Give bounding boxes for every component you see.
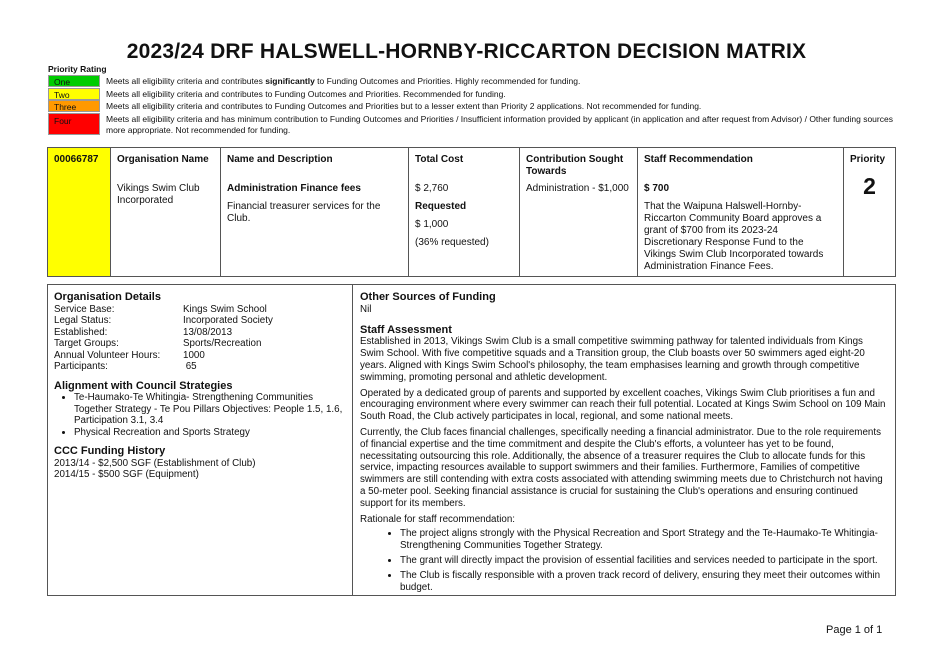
other-funding-text: Nil	[360, 303, 372, 315]
name-description-header: Name and Description	[227, 154, 333, 165]
other-funding-heading: Other Sources of Funding	[360, 291, 496, 303]
requested-amount: $ 1,000	[415, 219, 449, 230]
requested-percent: (36% requested)	[415, 237, 489, 248]
rationale-list	[360, 528, 889, 593]
priority-swatch-two: Two	[48, 88, 100, 100]
priority-rating-heading: Priority Rating	[48, 64, 107, 74]
contribution-header: Contribution Sought Towards	[526, 154, 624, 177]
detail-row: Established: 13/08/2013	[54, 326, 233, 338]
funding-history-item: 2013/14 - $2,500 SGF (Establishment of Club)	[54, 457, 256, 469]
alignment-item: • Te-Haumako-Te Whitingia- Strengthening Communities Together Strategy - Te Pou Pillars Objectives: People 1.5, 1.6, Participation 3.1, 3.4	[74, 392, 346, 427]
alignment-item: • Physical Recreation and Sports Strategy	[74, 427, 346, 439]
assessment-paragraph: Established in 2013, Vikings Swim Club is a small competitive swimming pathway for talented individuals from Kings Swim School. With five competitive squads and a Transition group, the Club boasts over 50 swimmers aged eight-20 years. Aligned with Kings Swim School's philosophy, the team emphasises learning and growth through competitive swimming, promoting personal and athletic development.	[360, 336, 865, 383]
recommendation-text: That the Waipuna Halswell-Hornby-Riccarton Community Board approves a grant of $700 from its 2023-24 Discretionary Response Fund to the Vikings Swim Club Incorporated towards Administration Finance Fees.	[644, 201, 824, 272]
priority-value: 2	[863, 173, 876, 199]
detail-row: Service Base: Kings Swim School	[54, 303, 267, 315]
detail-row: Target Groups: Sports/Recreation	[54, 338, 262, 349]
priority-swatch-three: Three	[48, 100, 100, 112]
priority-description-three: Meets all eligibility criteria and contributes to Funding Outcomes and Priorities but to a lesser extent than Priority 2 applications. Not recommended for funding.	[106, 101, 702, 111]
funding-history-heading: CCC Funding History	[54, 445, 166, 457]
contribution-column	[520, 148, 638, 276]
detail-row: Legal Status: Incorporated Society	[54, 315, 273, 326]
application-id: 00066787	[54, 154, 99, 165]
project-name: Administration Finance fees	[227, 183, 361, 194]
priority-description-two: Meets all eligibility criteria and contributes to Funding Outcomes and Priorities. Recommended for funding.	[106, 89, 506, 99]
total-cost-value: $ 2,760	[415, 183, 449, 194]
organisation-details-heading: Organisation Details	[54, 291, 161, 303]
organisation-column	[111, 148, 221, 276]
organisation-header: Organisation Name	[117, 154, 209, 165]
page-number: Page 1 of 1	[826, 624, 883, 636]
priority-description-one: Meets all eligibility criteria and contributes significantly to Funding Outcomes and Priorities. Highly recommended for funding.	[106, 76, 581, 86]
priority-description-four: Meets all eligibility criteria and has minimum contribution to Funding Outcomes and Priorities / Insufficient information provided by applicant (in application and after request from Advisor) / Other funding sources more appropriate. Not recommended for funding.	[106, 114, 893, 135]
contribution-value: Administration - $1,000	[526, 183, 629, 194]
assessment-paragraph: Currently, the Club faces financial challenges, specifically needing a financial administrator. Due to the role requirements of financial expertise and the time commitment and despite the Club's efforts, a volunteer has yet to be found, necessitating outsourcing this role. Additionally, the absence of a treasurer requires the Club to allocate funds for this service, impacting resources available to support swimmers and their families. Furthermore, Families of competitive swimmers are still contending with extra costs associated with attending swimming meets due to Christchurch not having a 50-meter pool. Seeking financial assistance is crucial for sustaining the Club's operations and ensuring continued support for its members.	[360, 426, 883, 509]
rationale-item: • The grant will directly impact the provision of essential facilities and services needed to participate in the sport.	[400, 555, 889, 567]
priority-swatch-one: One	[48, 75, 100, 87]
priority-swatch-four: Four	[48, 113, 100, 135]
application-id-cell	[48, 148, 111, 276]
page-title: 2023/24 DRF HALSWELL-HORNBY-RICCARTON DECISION MATRIX	[126, 40, 807, 63]
detail-row: Annual Volunteer Hours: 1000	[54, 349, 205, 361]
alignment-list	[54, 392, 346, 438]
detail-row: Participants: 65	[54, 361, 197, 372]
decision-matrix-table	[47, 147, 896, 277]
organisation-name: Vikings Swim Club Incorporated	[117, 183, 200, 206]
recommendation-amount: $ 700	[644, 183, 670, 194]
project-description: Financial treasurer services for the Club.	[227, 201, 381, 224]
staff-recommendation-header: Staff Recommendation	[644, 154, 753, 165]
rationale-label: Rationale for staff recommendation:	[360, 513, 516, 525]
priority-column	[844, 148, 895, 276]
priority-header: Priority	[850, 154, 886, 165]
details-panel	[47, 284, 896, 596]
staff-assessment-heading: Staff Assessment	[360, 323, 452, 336]
total-cost-header: Total Cost	[415, 154, 464, 165]
assessment-pane	[354, 285, 895, 595]
alignment-heading: Alignment with Council Strategies	[54, 379, 233, 392]
rationale-item: • The Club is fiscally responsible with a proven track record of delivery, ensuring they meet their outcomes within budget.	[400, 570, 889, 594]
organisation-details-pane	[48, 285, 353, 595]
requested-label: Requested	[415, 201, 467, 212]
staff-recommendation-column	[638, 148, 844, 276]
name-description-column	[221, 148, 409, 276]
assessment-paragraph: Operated by a dedicated group of parents and supported by excellent coaches, Vikings Swim Club prioritises a fun and encouraging environment where every swimmer can reach their full potential. Located at Kings Swim School on 109 Main South Road, the Club actively participates in local, regional, and some national meets.	[360, 387, 886, 423]
rationale-item: • The project aligns strongly with the Physical Recreation and Sport Strategy and the Te-Haumako-Te Whitingia- Strengthening Communities Together Strategy.	[400, 528, 889, 552]
total-cost-column	[409, 148, 520, 276]
funding-history-item: 2014/15 - $500 SGF (Equipment)	[54, 469, 199, 480]
